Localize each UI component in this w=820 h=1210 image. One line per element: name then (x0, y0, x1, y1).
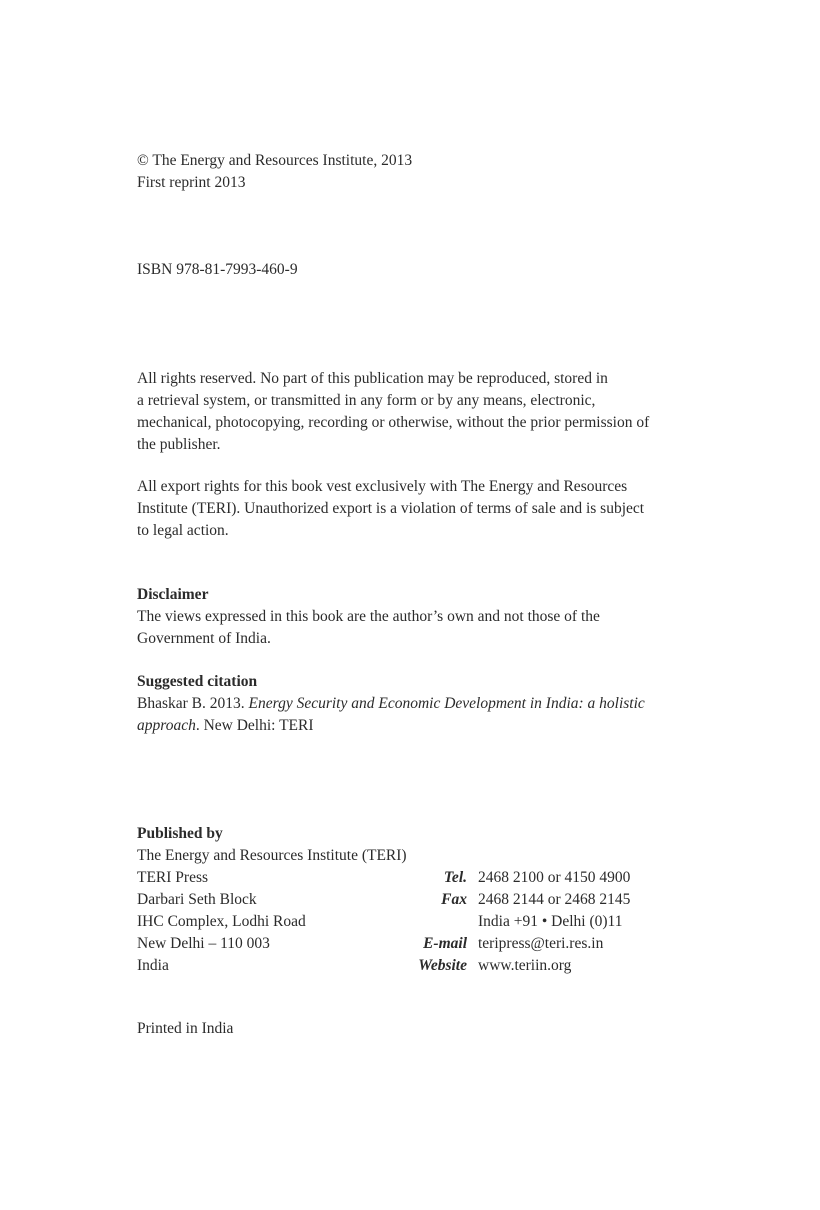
address-line: India (137, 957, 169, 974)
disclaimer-line: The views expressed in this book are the author’s own and not those of the (137, 608, 600, 625)
published-heading: Published by (137, 825, 223, 842)
export-line: to legal action. (137, 522, 229, 539)
rights-reserved-paragraph (137, 368, 697, 456)
isbn-section (137, 259, 697, 281)
citation-author: Bhaskar B. 2013. (137, 695, 249, 712)
contact-label: Fax (441, 891, 467, 908)
disclaimer-line: Government of India. (137, 630, 271, 647)
address-line: New Delhi – 110 003 (137, 935, 270, 952)
address-line: TERI Press (137, 869, 209, 886)
rights-line: the publisher. (137, 436, 221, 453)
publisher-row (137, 889, 697, 911)
citation-section (137, 671, 697, 737)
citation-line-2 (137, 715, 697, 737)
citation-line-1 (137, 693, 697, 715)
address-line: Darbari Seth Block (137, 891, 257, 908)
citation-title-part-1: Energy Security and Economic Development in India: a holistic (248, 695, 645, 712)
contact-label: Website (418, 957, 467, 974)
contact-label: Tel. (443, 869, 467, 886)
publisher-row (137, 867, 697, 889)
contact-value: 2468 2144 or 2468 2145 (478, 891, 631, 908)
disclaimer-section (137, 584, 697, 650)
isbn-line: ISBN 978-81-7993-460-9 (137, 261, 298, 278)
contact-value: www.teriin.org (478, 957, 572, 974)
export-line: Institute (TERI). Unauthorized export is a violation of terms of sale and is subject (137, 500, 645, 517)
contact-value: teripress@teri.res.in (478, 935, 604, 952)
export-line: All export rights for this book vest exclusively with The Energy and Resources (137, 478, 628, 495)
rights-line: a retrieval system, or transmitted in any form or by any means, electronic, (137, 392, 596, 409)
citation-title-part-2: approach (137, 717, 196, 734)
rights-line: All rights reserved. No part of this publication may be reproduced, stored in (137, 370, 608, 387)
disclaimer-heading: Disclaimer (137, 586, 209, 603)
contact-label: E-mail (423, 935, 467, 952)
export-rights-paragraph (137, 476, 697, 542)
address-line: IHC Complex, Lodhi Road (137, 913, 306, 930)
printed-section (137, 1018, 697, 1040)
publisher-row (137, 955, 697, 977)
copyright-line: © The Energy and Resources Institute, 2013 (137, 152, 413, 169)
copyright-section (137, 150, 697, 194)
publisher-org: The Energy and Resources Institute (TERI) (137, 847, 407, 864)
reprint-line: First reprint 2013 (137, 174, 246, 191)
rights-line: mechanical, photocopying, recording or otherwise, without the prior permission of (137, 414, 650, 431)
publisher-row (137, 911, 697, 933)
contact-label (377, 911, 478, 933)
printed-in-line: Printed in India (137, 1020, 234, 1037)
contact-value: India +91 • Delhi (0)11 (478, 913, 623, 930)
contact-value: 2468 2100 or 4150 4900 (478, 869, 631, 886)
citation-heading: Suggested citation (137, 673, 258, 690)
citation-publisher: . New Delhi: TERI (195, 717, 314, 734)
published-by-section (137, 823, 697, 977)
publisher-row (137, 933, 697, 955)
